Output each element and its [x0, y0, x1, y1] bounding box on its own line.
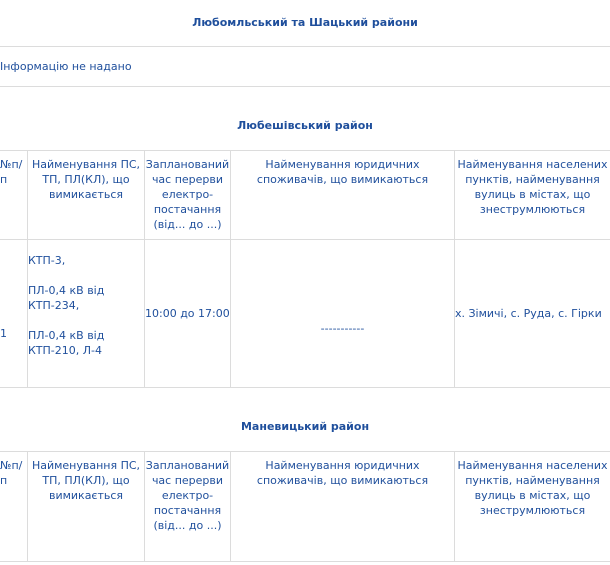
header-row	[0, 451, 610, 561]
region-title: Любомльський та Шацький райони	[0, 0, 610, 46]
row-object	[28, 239, 145, 387]
col-header-consumers: Найменування юридичних споживачів, що вимикаються	[231, 451, 455, 561]
object-line: ПЛ-0,4 кВ від КТП-210, Л-4	[28, 328, 105, 357]
object-line: ПЛ-0,4 кВ від КТП-234,	[28, 283, 105, 312]
object-lines	[28, 253, 144, 358]
region-row	[0, 387, 610, 451]
object-line-gap	[28, 313, 144, 328]
col-header-num: №п/п	[0, 150, 28, 239]
no-info-note: Інформацію не надано	[0, 46, 610, 86]
region-title: Любешівський район	[0, 86, 610, 150]
col-header-object: Найменування ПС, ТП, ПЛ(КЛ), що вимикається	[28, 150, 145, 239]
col-header-num: №п/п	[0, 451, 28, 561]
col-header-time: Запланований час перерви електро-постачання (від... до ...)	[145, 150, 231, 239]
table-row	[0, 239, 610, 387]
col-header-time: Запланований час перерви електро-постачання (від... до ...)	[145, 451, 231, 561]
row-settlements: х. Зімичі, с. Руда, с. Гірки	[455, 239, 610, 387]
row-consumers: -----------	[231, 239, 455, 387]
object-line-gap	[28, 268, 144, 283]
note-row	[0, 46, 610, 86]
col-header-consumers: Найменування юридичних споживачів, що вимикаються	[231, 150, 455, 239]
object-line: КТП-3,	[28, 253, 66, 267]
region-row	[0, 0, 610, 46]
col-header-object: Найменування ПС, ТП, ПЛ(КЛ), що вимикається	[28, 451, 145, 561]
col-header-settlements: Найменування населених пунктів, найменування вулиць в містах, що знеструмлюються	[455, 451, 610, 561]
region-row	[0, 86, 610, 150]
col-header-settlements: Найменування населених пунктів, найменування вулиць в містах, що знеструмлюються	[455, 150, 610, 239]
row-num: 1	[0, 239, 28, 387]
header-row	[0, 150, 610, 239]
region-title: Маневицький район	[0, 387, 610, 451]
row-time: 10:00 до 17:00	[145, 239, 231, 387]
